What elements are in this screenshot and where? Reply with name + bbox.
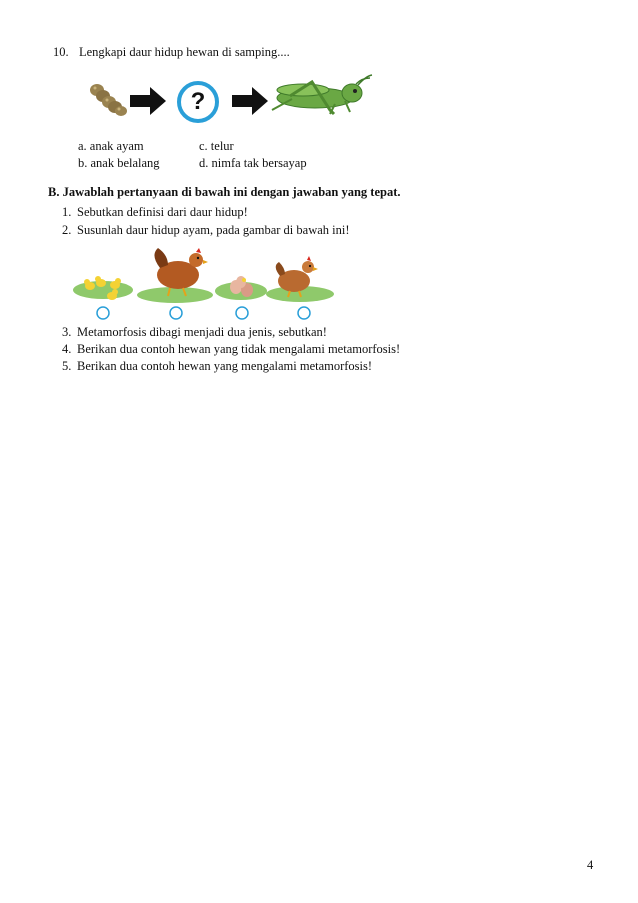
option-a: a. anak ayam	[78, 139, 144, 153]
hatching-eggs-icon	[215, 276, 267, 300]
chicks-icon	[73, 276, 133, 300]
question-mark: ?	[190, 88, 206, 115]
item-number: 4.	[62, 342, 72, 356]
item-text: Berikan dua contoh hewan yang mengalami metamorfosis!	[77, 359, 373, 373]
page-number: 4	[587, 858, 594, 872]
item-text: Susunlah daur hidup ayam, pada gambar di bawah ini!	[77, 223, 350, 237]
option-b: b. anak belalang	[78, 156, 160, 170]
q10-number: 10.	[53, 45, 69, 59]
item-text: Metamorfosis dibagi menjadi dua jenis, sebutkan!	[77, 325, 327, 339]
hen-icon	[137, 248, 213, 303]
item-number: 2.	[62, 223, 72, 237]
answer-circle[interactable]	[236, 307, 248, 319]
item-text: Berikan dua contoh hewan yang tidak mengalami metamorfosis!	[77, 342, 401, 356]
q10-text: Lengkapi daur hidup hewan di samping....	[79, 45, 290, 59]
item-number: 3.	[62, 325, 72, 339]
answer-circle[interactable]	[97, 307, 109, 319]
item-number: 1.	[62, 205, 72, 219]
option-d: d. nimfa tak bersayap	[199, 156, 307, 170]
young-chicken-icon	[266, 256, 334, 302]
item-number: 5.	[62, 359, 72, 373]
answer-circle[interactable]	[170, 307, 182, 319]
option-c: c. telur	[199, 139, 234, 153]
section-b-heading: B. Jawablah pertanyaan di bawah ini dengan jawaban yang tepat.	[48, 185, 401, 199]
item-text: Sebutkan definisi dari daur hidup!	[77, 205, 248, 219]
answer-circle[interactable]	[298, 307, 310, 319]
